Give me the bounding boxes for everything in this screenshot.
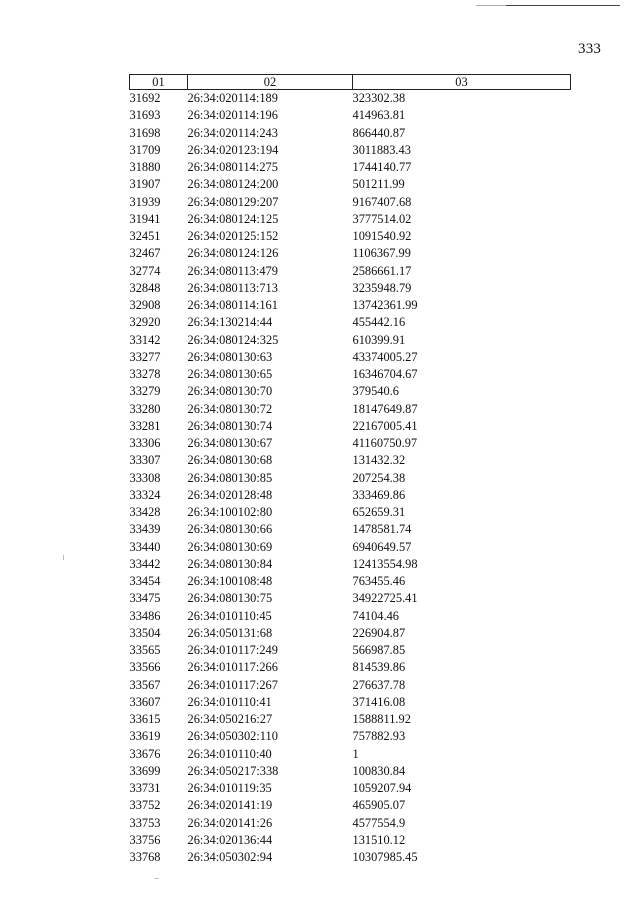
cell-id: 32908: [129, 298, 161, 312]
cell-cadastral-number: 26:34:080130:68: [187, 453, 273, 468]
cell-amount: 455442.16: [352, 315, 406, 330]
cell-cadastral-number: 26:34:080130:75: [187, 591, 273, 606]
table-row: [130, 90, 571, 108]
table-row: [130, 280, 571, 297]
table-row: [130, 125, 571, 142]
cell-cadastral-number: 26:34:080124:200: [187, 177, 279, 192]
cell-amount: 6940649.57: [352, 539, 412, 554]
table-row: [130, 677, 571, 694]
cell-cadastral-number: 26:34:080113:479: [187, 263, 278, 278]
cell-amount: 3777514.02: [352, 211, 412, 226]
cell-cadastral-number: 26:34:080130:63: [187, 349, 273, 364]
table-row: [130, 142, 571, 159]
cell-amount: 652659.31: [352, 505, 406, 519]
cell-id: 33308: [129, 470, 161, 485]
cell-cadastral-number: 26:34:050302:94: [187, 850, 273, 864]
cell-cadastral-number: 26:34:080124:325: [187, 332, 279, 347]
cell-amount: 371416.08: [352, 694, 406, 709]
margin-mark: [155, 878, 159, 879]
cell-amount: 9167407.68: [352, 194, 412, 209]
cell-amount: 2586661.17: [352, 263, 412, 278]
table-row: [130, 625, 571, 642]
table-row: [130, 746, 571, 763]
table-row: [130, 797, 571, 814]
cell-amount: 43374005.27: [352, 349, 418, 364]
cell-amount: 566987.85: [352, 643, 406, 657]
cell-cadastral-number: 26:34:080130:69: [187, 539, 273, 554]
cell-id: 33566: [129, 660, 161, 675]
cell-amount: 3235948.79: [352, 280, 412, 295]
cell-cadastral-number: 26:34:020125:152: [187, 229, 279, 243]
cell-amount: 13742361.99: [352, 298, 418, 312]
cell-id: 33475: [129, 591, 161, 606]
cell-amount: 465905.07: [352, 798, 406, 813]
table-row: [130, 349, 571, 366]
cell-id: 31709: [129, 142, 161, 157]
column-header-01: 01: [130, 75, 188, 90]
cell-amount: 18147649.87: [352, 401, 418, 416]
table-row: [130, 659, 571, 676]
cell-amount: 1478581.74: [352, 522, 412, 537]
cell-cadastral-number: 26:34:080113:713: [187, 280, 278, 295]
table-row: [130, 590, 571, 607]
cell-amount: 41160750.97: [352, 436, 418, 450]
cell-amount: 757882.93: [352, 729, 406, 744]
cell-id: 33607: [129, 694, 161, 709]
table-row: [130, 763, 571, 780]
cell-cadastral-number: 26:34:080129:207: [187, 194, 279, 209]
cell-id: 33277: [129, 349, 161, 364]
cell-id: 32920: [129, 315, 161, 330]
cell-amount: 501211.99: [352, 177, 405, 192]
table-row: [130, 418, 571, 435]
table-row: [130, 176, 571, 193]
cell-cadastral-number: 26:34:080130:67: [187, 436, 273, 450]
table-header-row: [130, 75, 571, 90]
table-row: [130, 487, 571, 504]
cell-amount: 10307985.45: [352, 850, 418, 864]
data-table: [129, 74, 571, 866]
cell-cadastral-number: 26:34:050216:27: [187, 712, 273, 726]
cell-amount: 1588811.92: [352, 712, 411, 726]
cell-id: 33752: [129, 798, 161, 813]
table-body: [130, 90, 571, 867]
cell-cadastral-number: 26:34:010117:266: [187, 660, 278, 675]
cell-cadastral-number: 26:34:080130:70: [187, 384, 273, 399]
cell-amount: 207254.38: [352, 470, 406, 485]
cell-amount: 333469.86: [352, 487, 406, 502]
cell-amount: 226904.87: [352, 625, 406, 640]
cell-amount: 12413554.98: [352, 556, 418, 571]
cell-id: 31698: [129, 125, 161, 140]
cell-amount: 131432.32: [352, 453, 406, 468]
cell-amount: 276637.78: [352, 677, 406, 692]
cell-amount: 610399.91: [352, 332, 406, 347]
cell-amount: 16346704.67: [352, 367, 418, 381]
cell-cadastral-number: 26:34:100108:48: [187, 574, 273, 588]
cell-cadastral-number: 26:34:080130:85: [187, 470, 273, 485]
cell-amount: 763455.46: [352, 574, 406, 588]
table-row: [130, 832, 571, 849]
cell-amount: 379540.6: [352, 384, 399, 399]
cell-amount: 1059207.94: [352, 781, 412, 795]
cell-id: 31692: [129, 91, 161, 105]
cell-id: 33756: [129, 832, 161, 847]
table-row: [130, 694, 571, 711]
cell-cadastral-number: 26:34:080130:72: [187, 401, 273, 416]
table-row: [130, 401, 571, 418]
table-row: [130, 521, 571, 538]
cell-id: 33504: [129, 625, 161, 640]
cell-id: 31941: [129, 211, 161, 226]
table-row: [130, 504, 571, 521]
cell-cadastral-number: 26:34:100102:80: [187, 505, 273, 519]
table-row: [130, 556, 571, 573]
cell-id: 32848: [129, 280, 161, 295]
cell-cadastral-number: 26:34:020141:19: [187, 798, 273, 813]
cell-cadastral-number: 26:34:080124:125: [187, 211, 279, 226]
cell-cadastral-number: 26:34:080124:126: [187, 246, 279, 261]
cell-id: 33306: [129, 436, 161, 450]
header-rule-faint: [476, 5, 506, 6]
cell-id: 33753: [129, 815, 161, 830]
cell-id: 31907: [129, 177, 161, 192]
cell-cadastral-number: 26:34:020114:243: [187, 125, 278, 140]
cell-id: 33428: [129, 505, 161, 519]
table-row: [130, 470, 571, 487]
cell-amount: 22167005.41: [352, 418, 418, 433]
table-row: [130, 297, 571, 314]
cell-cadastral-number: 26:34:080114:161: [187, 298, 278, 312]
cell-id: 33565: [129, 643, 161, 657]
margin-mark: [63, 555, 64, 560]
cell-cadastral-number: 26:34:010110:41: [187, 694, 272, 709]
cell-amount: 1091540.92: [352, 229, 412, 243]
cell-cadastral-number: 26:34:020136:44: [187, 832, 273, 847]
cell-id: 33439: [129, 522, 161, 537]
cell-cadastral-number: 26:34:010117:249: [187, 643, 278, 657]
table-row: [130, 332, 571, 349]
cell-cadastral-number: 26:34:080130:65: [187, 367, 273, 381]
table-row: [130, 263, 571, 280]
cell-cadastral-number: 26:34:020114:189: [187, 91, 278, 105]
cell-cadastral-number: 26:34:050302:110: [187, 729, 278, 744]
table-row: [130, 211, 571, 228]
cell-amount: 1: [352, 746, 359, 761]
cell-cadastral-number: 26:34:130214:44: [187, 315, 273, 330]
table-row: [130, 539, 571, 556]
cell-id: 33619: [129, 729, 161, 744]
table-row: [130, 815, 571, 832]
cell-amount: 414963.81: [352, 108, 406, 123]
table-row: [130, 728, 571, 745]
cell-amount: 323302.38: [352, 91, 406, 105]
table-row: [130, 159, 571, 176]
cell-id: 33615: [129, 712, 161, 726]
cell-cadastral-number: 26:34:020114:196: [187, 108, 278, 123]
cell-cadastral-number: 26:34:050131:68: [187, 625, 273, 640]
table-row: [130, 435, 571, 452]
column-header-03: 03: [353, 75, 571, 90]
table-row: [130, 366, 571, 383]
cell-cadastral-number: 26:34:020123:194: [187, 142, 279, 157]
table-row: [130, 245, 571, 262]
cell-cadastral-number: 26:34:010119:35: [187, 781, 272, 795]
cell-id: 33278: [129, 367, 161, 381]
table-row: [130, 194, 571, 211]
cell-amount: 1106367.99: [352, 246, 411, 261]
table-row: [130, 228, 571, 245]
cell-id: 33454: [129, 574, 161, 588]
cell-amount: 74104.46: [352, 608, 399, 623]
table-row: [130, 573, 571, 590]
cell-cadastral-number: 26:34:010110:45: [187, 608, 272, 623]
cell-id: 32467: [129, 246, 161, 261]
table-row: [130, 452, 571, 469]
cell-id: 33307: [129, 453, 161, 468]
table-row: [130, 849, 571, 866]
cell-amount: 4577554.9: [352, 815, 406, 830]
cell-id: 31693: [129, 108, 161, 123]
cell-cadastral-number: 26:34:010117:267: [187, 677, 278, 692]
cell-amount: 1744140.77: [352, 160, 412, 174]
cell-id: 31939: [129, 194, 161, 209]
cell-id: 32451: [129, 229, 161, 243]
cell-id: 33567: [129, 677, 161, 692]
table-row: [130, 711, 571, 728]
cell-amount: 866440.87: [352, 125, 406, 140]
cell-amount: 3011883.43: [352, 142, 411, 157]
cell-id: 33699: [129, 763, 161, 778]
cell-cadastral-number: 26:34:080130:66: [187, 522, 273, 537]
cell-cadastral-number: 26:34:010110:40: [187, 746, 272, 761]
table-row: [130, 642, 571, 659]
cell-id: 31880: [129, 160, 161, 174]
cell-cadastral-number: 26:34:080130:84: [187, 556, 273, 571]
table-row: [130, 780, 571, 797]
cell-amount: 34922725.41: [352, 591, 418, 606]
cell-id: 33768: [129, 850, 161, 864]
cell-amount: 814539.86: [352, 660, 406, 675]
cell-id: 33280: [129, 401, 161, 416]
cell-id: 33486: [129, 608, 161, 623]
cell-id: 33142: [129, 332, 161, 347]
cell-id: 33731: [129, 781, 161, 795]
table-row: [130, 314, 571, 331]
cell-id: 33442: [129, 556, 161, 571]
cell-cadastral-number: 26:34:020128:48: [187, 487, 273, 502]
cell-cadastral-number: 26:34:080130:74: [187, 418, 273, 433]
cell-id: 33440: [129, 539, 161, 554]
table-row: [130, 608, 571, 625]
cell-amount: 131510.12: [352, 832, 406, 847]
table-row: [130, 107, 571, 124]
cell-cadastral-number: 26:34:050217:338: [187, 763, 279, 778]
cell-amount: 100830.84: [352, 763, 406, 778]
cell-id: 33281: [129, 418, 161, 433]
cell-cadastral-number: 26:34:080114:275: [187, 160, 278, 174]
cell-id: 32774: [129, 263, 161, 278]
cell-id: 33324: [129, 487, 161, 502]
column-header-02: 02: [188, 75, 353, 90]
cell-id: 33279: [129, 384, 161, 399]
cell-id: 33676: [129, 746, 161, 761]
table-row: [130, 383, 571, 400]
cell-cadastral-number: 26:34:020141:26: [187, 815, 273, 830]
page-number: 333: [578, 41, 602, 57]
